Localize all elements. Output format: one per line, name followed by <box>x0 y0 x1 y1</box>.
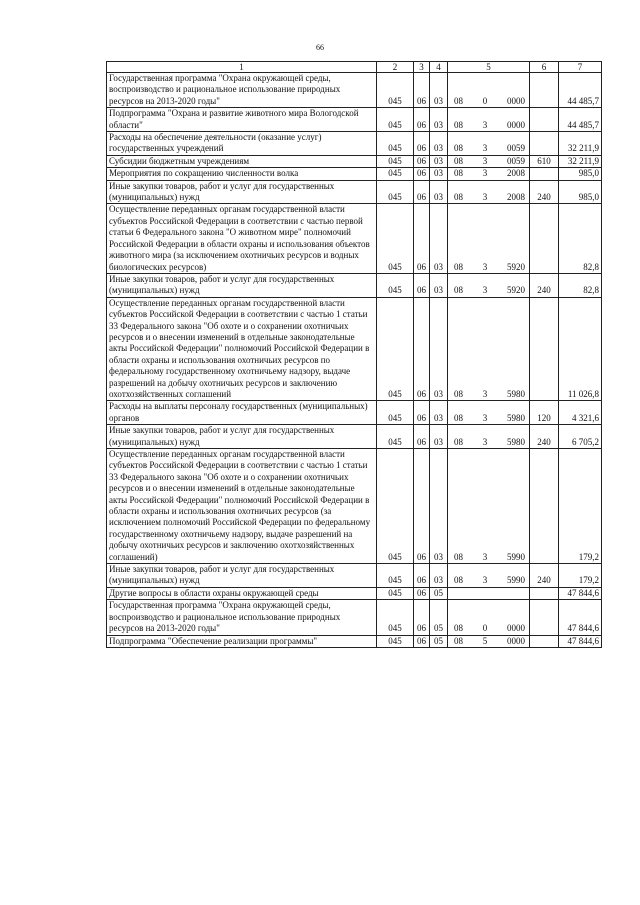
row-section-code: 06 <box>414 155 430 167</box>
row-subsection-code: 05 <box>430 635 448 647</box>
row-subsection-code: 03 <box>430 108 448 132</box>
row-subsection-code: 03 <box>430 449 448 564</box>
table-row <box>107 132 602 156</box>
header-cell: 5 <box>448 62 530 73</box>
target-article-subprogram: 3 <box>482 388 488 399</box>
target-article-subprogram: 3 <box>482 119 488 130</box>
row-expense-type <box>530 600 559 635</box>
table-row <box>107 425 602 449</box>
row-section-code: 06 <box>414 425 430 449</box>
target-article-subprogram: 0 <box>482 95 488 106</box>
header-cell: 6 <box>530 62 559 73</box>
row-ved-code: 045 <box>377 273 414 297</box>
row-target-article <box>448 635 530 647</box>
row-amount: 82,8 <box>559 273 602 297</box>
target-article-parts <box>450 636 527 647</box>
row-amount: 32 211,9 <box>559 155 602 167</box>
row-expense-type <box>530 635 559 647</box>
row-amount: 179,2 <box>559 564 602 588</box>
target-article-program: 08 <box>454 623 463 634</box>
row-ved-code: 045 <box>377 425 414 449</box>
row-ved-code: 045 <box>377 449 414 564</box>
row-subsection-code: 03 <box>430 273 448 297</box>
row-subsection-code: 03 <box>430 73 448 108</box>
row-amount: 11 026,8 <box>559 297 602 401</box>
row-expense-type: 120 <box>530 401 559 425</box>
row-target-article <box>448 73 530 108</box>
target-article-subprogram: 3 <box>482 575 488 586</box>
target-article-program: 08 <box>454 551 463 562</box>
row-section-code: 06 <box>414 564 430 588</box>
target-article-direction: 0000 <box>507 623 525 634</box>
row-name: Иные закупки товаров, работ и услуг для государственных (муниципальных) нужд <box>107 425 377 449</box>
target-article-parts <box>450 192 527 203</box>
row-target-article <box>448 600 530 635</box>
row-amount: 985,0 <box>559 180 602 204</box>
target-article-program: 08 <box>454 192 463 203</box>
row-ved-code: 045 <box>377 108 414 132</box>
target-article-direction: 2008 <box>507 168 525 179</box>
row-ved-code: 045 <box>377 587 414 599</box>
target-article-parts <box>450 96 527 107</box>
row-target-article <box>448 204 530 273</box>
target-article-parts <box>450 413 527 424</box>
table-row <box>107 155 602 167</box>
row-target-article <box>448 168 530 180</box>
target-article-parts <box>450 437 527 448</box>
row-section-code: 06 <box>414 587 430 599</box>
row-subsection-code: 03 <box>430 168 448 180</box>
row-section-code: 06 <box>414 204 430 273</box>
row-amount: 44 485,7 <box>559 73 602 108</box>
row-ved-code: 045 <box>377 155 414 167</box>
target-article-program: 08 <box>454 575 463 586</box>
row-target-article <box>448 425 530 449</box>
target-article-direction: 2008 <box>507 192 525 203</box>
target-article-subprogram: 3 <box>482 436 488 447</box>
row-expense-type <box>530 204 559 273</box>
row-amount: 6 705,2 <box>559 425 602 449</box>
row-amount: 47 844,6 <box>559 600 602 635</box>
target-article-subprogram: 3 <box>482 168 488 179</box>
row-subsection-code: 05 <box>430 600 448 635</box>
table-row <box>107 635 602 647</box>
target-article-program: 08 <box>454 168 463 179</box>
table-row <box>107 587 602 599</box>
target-article-parts <box>450 552 527 563</box>
row-name: Осуществление переданных органам государственной власти субъектов Российской Федерации в соответствии с частью первой статьи 6 Федерального закона "О животном мире" полномочий Российской Федерации в области охраны и использования объектов животного мира (за исключением охотничьих ресурсов и водных биологических ресурсов) <box>107 204 377 273</box>
row-amount: 32 211,9 <box>559 132 602 156</box>
row-name: Субсидии бюджетным учреждениям <box>107 155 377 167</box>
table-row <box>107 73 602 108</box>
header-cell: 1 <box>107 62 377 73</box>
row-name: Государственная программа "Охрана окружающей среды, воспроизводство и рациональное использование природных ресурсов на 2013-2020 годы" <box>107 73 377 108</box>
row-section-code: 06 <box>414 273 430 297</box>
header-row <box>107 62 602 73</box>
row-ved-code: 045 <box>377 401 414 425</box>
row-expense-type <box>530 297 559 401</box>
row-target-article <box>448 155 530 167</box>
target-article-parts <box>450 156 527 167</box>
row-name: Осуществление переданных органам государственной власти субъектов Российской Федерации в соответствии с частью 1 статьи 33 Федерального закона "Об охоте и о сохранении охотничьих ресурсов и о внесении изменений в отдельные законодательные акты Российской Федерации" полномочий Российской Федерации в области охраны и использования охотничьих ресурсов (за исключением полномочий Российской Федерации по федеральному государственному охотничьему надзору, выдаче разрешений на добычу охотничьих ресурсов и заключению охотхозяйственных соглашений) <box>107 449 377 564</box>
row-subsection-code: 05 <box>430 587 448 599</box>
row-name: Мероприятия по сокращению численности волка <box>107 168 377 180</box>
row-amount: 985,0 <box>559 168 602 180</box>
row-amount: 47 844,6 <box>559 587 602 599</box>
row-target-article <box>448 564 530 588</box>
row-name: Расходы на выплаты персоналу государственных (муниципальных) органов <box>107 401 377 425</box>
target-article-direction: 0000 <box>507 119 525 130</box>
target-article-program: 08 <box>454 285 463 296</box>
row-expense-type <box>530 108 559 132</box>
table-row <box>107 600 602 635</box>
target-article-parts <box>450 143 527 154</box>
target-article-parts <box>450 262 527 273</box>
row-section-code: 06 <box>414 401 430 425</box>
header-cell: 3 <box>414 62 430 73</box>
row-section-code: 06 <box>414 132 430 156</box>
target-article-direction: 0059 <box>507 143 525 154</box>
row-amount: 44 485,7 <box>559 108 602 132</box>
table-row <box>107 108 602 132</box>
target-article-program: 08 <box>454 388 463 399</box>
row-expense-type: 240 <box>530 564 559 588</box>
row-expense-type: 240 <box>530 180 559 204</box>
target-article-parts <box>450 168 527 179</box>
row-amount: 4 321,6 <box>559 401 602 425</box>
row-ved-code: 045 <box>377 297 414 401</box>
row-subsection-code: 03 <box>430 132 448 156</box>
row-ved-code: 045 <box>377 564 414 588</box>
target-article-program: 08 <box>454 143 463 154</box>
header-cell: 4 <box>430 62 448 73</box>
table-body <box>107 73 602 648</box>
row-target-article <box>448 401 530 425</box>
row-amount: 82,8 <box>559 204 602 273</box>
row-name: Иные закупки товаров, работ и услуг для государственных (муниципальных) нужд <box>107 180 377 204</box>
row-ved-code: 045 <box>377 168 414 180</box>
row-subsection-code: 03 <box>430 204 448 273</box>
header-cell: 2 <box>377 62 414 73</box>
row-ved-code: 045 <box>377 635 414 647</box>
target-article-program: 08 <box>454 436 463 447</box>
row-target-article <box>448 180 530 204</box>
row-section-code: 06 <box>414 73 430 108</box>
row-target-article <box>448 273 530 297</box>
row-target-article <box>448 132 530 156</box>
table-row <box>107 273 602 297</box>
row-expense-type <box>530 587 559 599</box>
target-article-subprogram: 3 <box>482 261 488 272</box>
row-target-article <box>448 108 530 132</box>
target-article-direction: 0000 <box>507 635 525 646</box>
table-row <box>107 204 602 273</box>
row-expense-type <box>530 132 559 156</box>
target-article-subprogram: 3 <box>482 155 488 166</box>
target-article-direction: 5990 <box>507 575 525 586</box>
row-expense-type <box>530 73 559 108</box>
row-ved-code: 045 <box>377 600 414 635</box>
row-name: Иные закупки товаров, работ и услуг для государственных (муниципальных) нужд <box>107 273 377 297</box>
table-row <box>107 180 602 204</box>
target-article-parts <box>450 389 527 400</box>
row-subsection-code: 03 <box>430 564 448 588</box>
row-section-code: 06 <box>414 168 430 180</box>
row-expense-type: 240 <box>530 425 559 449</box>
table-row <box>107 401 602 425</box>
target-article-subprogram: 3 <box>482 143 488 154</box>
target-article-program: 08 <box>454 155 463 166</box>
row-name: Расходы на обеспечение деятельности (оказание услуг) государственных учреждений <box>107 132 377 156</box>
row-subsection-code: 03 <box>430 297 448 401</box>
row-ved-code: 045 <box>377 180 414 204</box>
row-name: Подпрограмма "Обеспечение реализации программы" <box>107 635 377 647</box>
table-row <box>107 564 602 588</box>
row-expense-type: 240 <box>530 273 559 297</box>
target-article-direction: 5980 <box>507 388 525 399</box>
header-cell: 7 <box>559 62 602 73</box>
budget-table <box>106 61 602 648</box>
target-article-subprogram: 3 <box>482 412 488 423</box>
target-article-direction: 5920 <box>507 261 525 272</box>
target-article-direction: 0059 <box>507 155 525 166</box>
target-article-program: 08 <box>454 119 463 130</box>
target-article-subprogram: 0 <box>482 623 488 634</box>
row-subsection-code: 03 <box>430 401 448 425</box>
table-row <box>107 168 602 180</box>
target-article-parts <box>450 120 527 131</box>
row-subsection-code: 03 <box>430 425 448 449</box>
row-amount: 179,2 <box>559 449 602 564</box>
row-ved-code: 045 <box>377 73 414 108</box>
row-name: Осуществление переданных органам государственной власти субъектов Российской Федерации в соответствии с частью 1 статьи 33 Федерального закона "Об охоте и о сохранении охотничьих ресурсов и о внесении изменений в отдельные законодательные акты Российской Федерации" полномочий Российской Федерации в области охраны и использования охотничьих ресурсов по федеральному государственному охотничьему надзору, выдаче разрешений на добычу охотничьих ресурсов и заключению охотхозяйственных соглашений <box>107 297 377 401</box>
target-article-program: 08 <box>454 635 463 646</box>
target-article-direction: 0000 <box>507 95 525 106</box>
row-amount: 47 844,6 <box>559 635 602 647</box>
row-target-article <box>448 297 530 401</box>
target-article-program: 08 <box>454 261 463 272</box>
target-article-direction: 5920 <box>507 285 525 296</box>
row-ved-code: 045 <box>377 204 414 273</box>
row-name: Государственная программа "Охрана окружающей среды, воспроизводство и рациональное использование природных ресурсов на 2013-2020 годы" <box>107 600 377 635</box>
target-article-parts <box>450 575 527 586</box>
row-section-code: 06 <box>414 108 430 132</box>
target-article-subprogram: 3 <box>482 192 488 203</box>
row-section-code: 06 <box>414 180 430 204</box>
table-row <box>107 449 602 564</box>
table-row <box>107 297 602 401</box>
row-target-article <box>448 587 530 599</box>
target-article-subprogram: 3 <box>482 285 488 296</box>
row-section-code: 06 <box>414 635 430 647</box>
row-target-article <box>448 449 530 564</box>
row-expense-type <box>530 449 559 564</box>
row-expense-type: 610 <box>530 155 559 167</box>
row-section-code: 06 <box>414 449 430 564</box>
row-name: Подпрограмма "Охрана и развитие животного мира Вологодской области" <box>107 108 377 132</box>
row-ved-code: 045 <box>377 132 414 156</box>
target-article-subprogram: 3 <box>482 551 488 562</box>
page-number: 66 <box>316 43 324 52</box>
target-article-direction: 5990 <box>507 551 525 562</box>
row-name: Иные закупки товаров, работ и услуг для государственных (муниципальных) нужд <box>107 564 377 588</box>
row-section-code: 06 <box>414 600 430 635</box>
target-article-direction: 5980 <box>507 412 525 423</box>
target-article-direction: 5980 <box>507 436 525 447</box>
row-expense-type <box>530 168 559 180</box>
row-section-code: 06 <box>414 297 430 401</box>
target-article-program: 08 <box>454 412 463 423</box>
target-article-subprogram: 5 <box>482 635 488 646</box>
target-article-program: 08 <box>454 95 463 106</box>
row-subsection-code: 03 <box>430 180 448 204</box>
target-article-parts <box>450 285 527 296</box>
row-name: Другие вопросы в области охраны окружающей среды <box>107 587 377 599</box>
row-subsection-code: 03 <box>430 155 448 167</box>
target-article-parts <box>450 623 527 634</box>
